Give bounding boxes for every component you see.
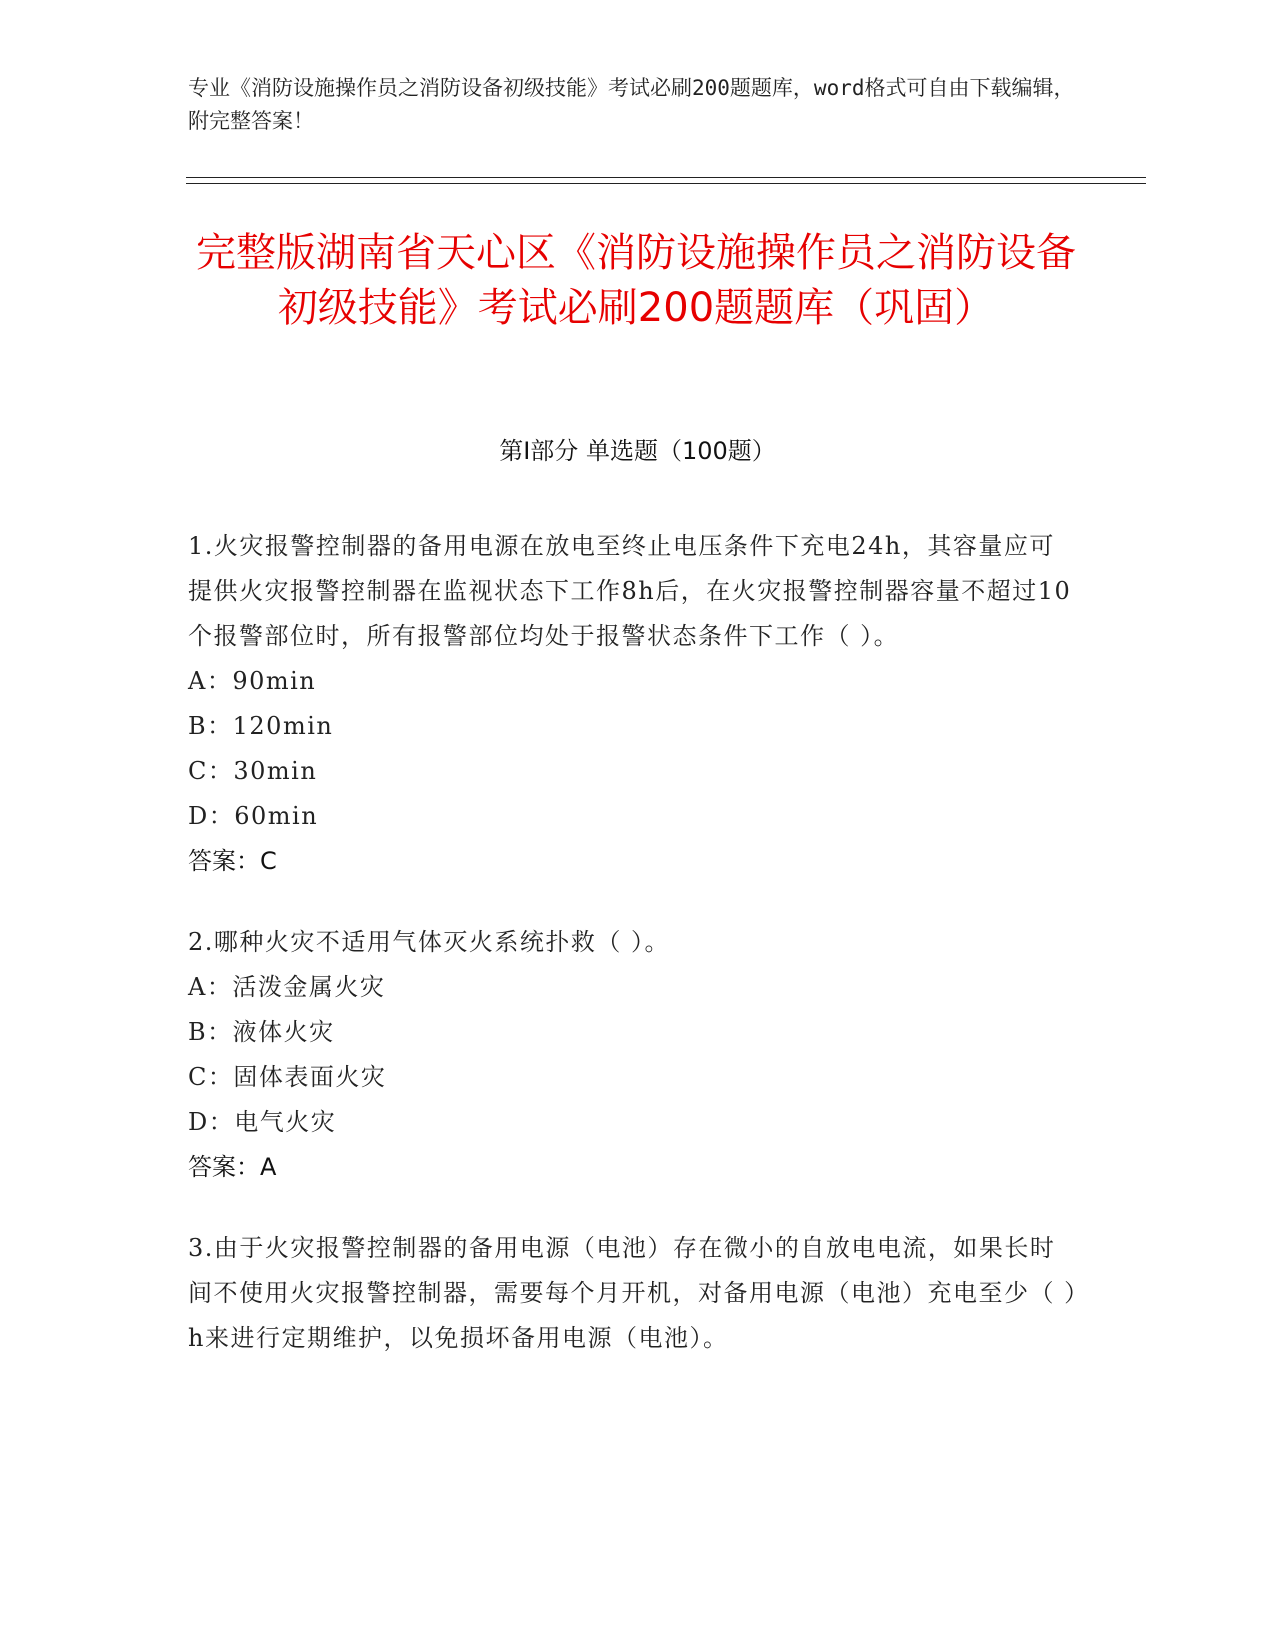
option-d: D：电气火灾 bbox=[188, 1108, 337, 1136]
document-title: 完整版湖南省天心区《消防设施操作员之消防设备初级技能》考试必刷200题题库（巩固） bbox=[196, 230, 1076, 331]
answer: 答案：A bbox=[188, 1153, 277, 1181]
option-b: B：液体火灾 bbox=[188, 1018, 335, 1046]
question-1 bbox=[188, 524, 1078, 884]
option-c: C：固体表面火灾 bbox=[188, 1063, 387, 1091]
option-d: D：60min bbox=[188, 802, 319, 830]
option-a: A：90min bbox=[188, 667, 317, 695]
option-a: A：活泼金属火灾 bbox=[188, 973, 386, 1001]
answer: 答案：C bbox=[188, 847, 277, 875]
question-2 bbox=[188, 920, 1078, 1190]
question-list bbox=[188, 524, 1078, 1397]
question-3 bbox=[188, 1226, 1078, 1361]
header-divider-top bbox=[186, 177, 1146, 178]
header-note: 专业《消防设施操作员之消防设备初级技能》考试必刷200题题库，word格式可自由下载编辑，附完整答案！ bbox=[188, 76, 1075, 133]
question-stem: 3.由于火灾报警控制器的备用电源（电池）存在微小的自放电电流，如果长时间不使用火灾报警控制器，需要每个月开机，对备用电源（电池）充电至少（ ）h来进行定期维护，以免损坏备用电源（电池）。 bbox=[188, 1234, 1078, 1352]
question-stem: 2.哪种火灾不适用气体灭火系统扑救（ ）。 bbox=[188, 928, 671, 956]
header-divider-bottom bbox=[186, 183, 1146, 184]
option-c: C：30min bbox=[188, 757, 318, 785]
option-b: B：120min bbox=[188, 712, 334, 740]
question-stem: 1.火灾报警控制器的备用电源在放电至终止电压条件下充电24h，其容量应可提供火灾报警控制器在监视状态下工作8h后，在火灾报警控制器容量不超过10个报警部位时，所有报警部位均处于报警状态条件下工作（ ）。 bbox=[188, 532, 1072, 650]
section-title: 第Ⅰ部分 单选题（100题） bbox=[499, 437, 776, 465]
